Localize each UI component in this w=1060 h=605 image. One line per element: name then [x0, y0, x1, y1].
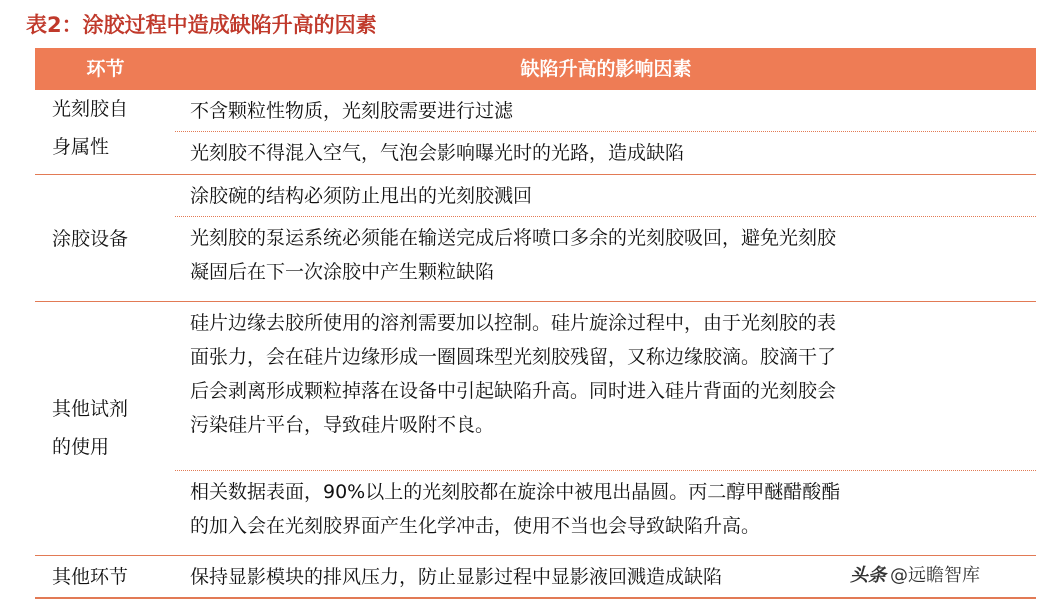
- row-group-divider: [35, 174, 1036, 175]
- table-bottom-rule: [35, 597, 1036, 599]
- row-group-divider: [35, 301, 1036, 302]
- factor-line: 后会剥离形成颗粒掉落在设备中引起缺陷升高。同时进入硅片背面的光刻胶会: [190, 380, 837, 402]
- factor-cell: [190, 475, 840, 543]
- category-line: 身属性: [52, 136, 110, 158]
- factor-cell: [190, 560, 722, 594]
- header-segment: 环节: [86, 58, 125, 80]
- factor-line: 污染硅片平台，导致硅片吸附不良。: [190, 414, 495, 436]
- factor-cell: [190, 179, 532, 213]
- row-divider: [175, 131, 1036, 132]
- watermark: [850, 563, 980, 589]
- factor-line: 不含颗粒性物质，光刻胶需要进行过滤: [190, 100, 514, 122]
- table-header: [35, 48, 1036, 90]
- category-line: 其他试剂: [52, 398, 129, 420]
- factor-line: 光刻胶的泵运系统必须能在输送完成后将喷口多余的光刻胶吸回，避免光刻胶: [190, 227, 837, 249]
- watermark-account: @远瞻智库: [890, 565, 980, 586]
- category-photoresist-property: [52, 90, 128, 166]
- table-title: 表2：涂胶过程中造成缺陷升高的因素: [26, 13, 377, 37]
- category-line: 涂胶设备: [52, 228, 129, 250]
- row-divider: [175, 470, 1036, 471]
- category-line: 其他环节: [52, 566, 129, 588]
- row-group-divider: [35, 555, 1036, 556]
- factor-line: 硅片边缘去胶所使用的溶剂需要加以控制。硅片旋涂过程中，由于光刻胶的表: [190, 312, 837, 334]
- factor-cell: [190, 306, 836, 442]
- factor-line: 相关数据表面，90%以上的光刻胶都在旋涂中被甩出晶圆。丙二醇甲醚醋酸酯: [190, 481, 841, 503]
- row-divider: [175, 216, 1036, 217]
- header-factors: 缺陷升高的影响因素: [520, 58, 692, 80]
- category-line: 光刻胶自: [52, 98, 129, 120]
- category-other-steps: [52, 558, 128, 596]
- factor-line: 保持显影模块的排风压力，防止显影过程中显影液回溅造成缺陷: [190, 566, 723, 588]
- factor-line: 面张力，会在硅片边缘形成一圈圆珠型光刻胶残留，又称边缘胶滴。胶滴干了: [190, 346, 837, 368]
- category-coating-equipment: [52, 220, 128, 258]
- factor-line: 的加入会在光刻胶界面产生化学冲击，使用不当也会导致缺陷升高。: [190, 515, 761, 537]
- factor-cell: [190, 221, 836, 289]
- factor-cell: [190, 136, 684, 170]
- category-line: 的使用: [52, 436, 110, 458]
- category-other-reagents: [52, 390, 128, 466]
- factor-cell: [190, 94, 513, 128]
- factor-line: 光刻胶不得混入空气，气泡会影响曝光时的光路，造成缺陷: [190, 142, 685, 164]
- watermark-logo: 头条: [850, 565, 886, 586]
- factor-line: 凝固后在下一次涂胶中产生颗粒缺陷: [190, 261, 495, 283]
- factor-line: 涂胶碗的结构必须防止甩出的光刻胶溅回: [190, 185, 533, 207]
